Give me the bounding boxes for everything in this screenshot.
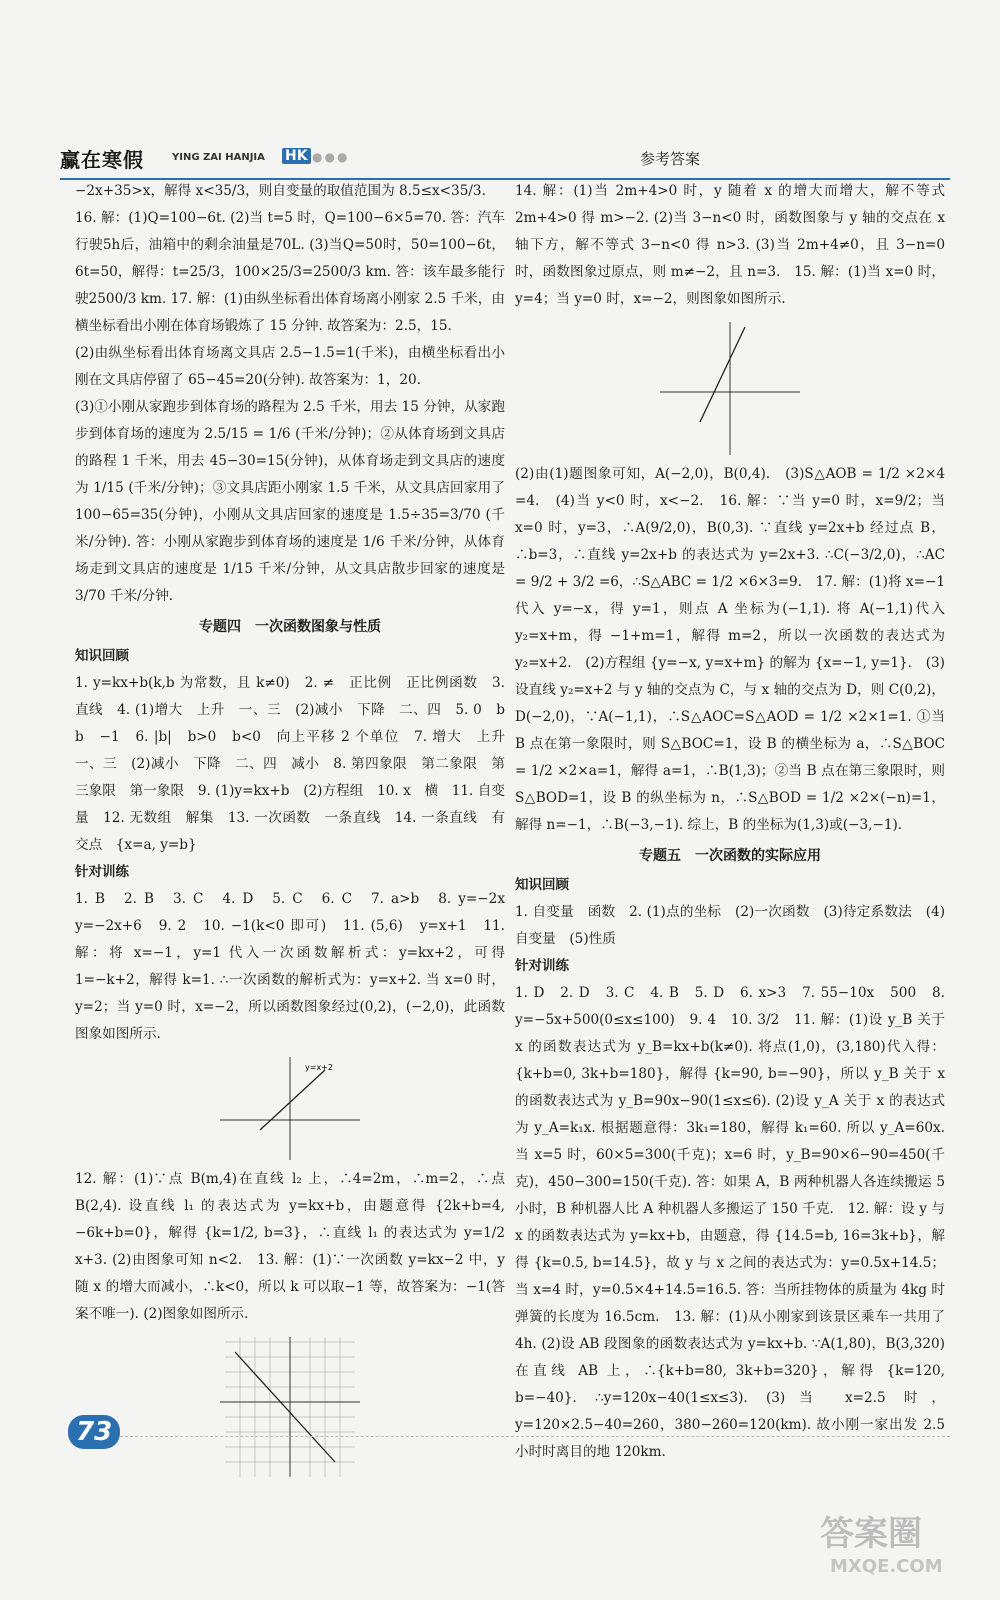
graph-line-AB — [655, 317, 805, 457]
paragraph: (3)①小刚从家跑步到体育场的路程为 2.5 千米，用去 15 分钟，从家跑步到体育场的速度为 2.5/15 = 1/6 (千米/分钟)；②从体育场到文具店的路程 1 千米，用去 45−30=15(分钟)，从体育场走到文具店的速度为 1/15 (千米/分钟)；③文具店距小刚家 1.5 千米，从文具店回家用了 100−65=35(分钟)，小刚从文具店回家的速度是 1.5÷35=3/70 (千米/分钟). 答：小刚从家跑步到体育场的速度是 1/6 千米/分钟，从体育场走到文具店的速度是 1/15 千米/分钟，从文具店散步回家的速度是 3/70 千米/分钟. — [75, 399, 505, 604]
section-title: 专题五 一次函数的实际应用 — [639, 848, 821, 864]
brand-hk-badge: HK — [282, 148, 311, 164]
paragraph: 1. y=kx+b(k,b 为常数，且 k≠0) 2. ≠ 正比例 正比例函数 3. 直线 4. (1)增大 上升 一、三 (2)减小 下降 二、四 5. 0 b b −1 6. |b| b>0 b<0 向上平移 2 个单位 7. 增大 上升 一、三 (2)减小 下降 二、四 减小 8. 第四象限 第二象限 第三象限 第一象限 9. (1)y=kx+b (2)方程组 10. x 横 11. 自变量 12. 无数组 解集 13. 一次函数 一条直线 14. 一条直线 有交点 {x=a, y=b} — [75, 675, 519, 853]
brand-pinyin: YING ZAI HANJIA — [172, 152, 265, 163]
header-title: 参考答案 — [640, 150, 701, 168]
graph-grid — [215, 1332, 365, 1482]
paragraph: (2)由纵坐标看出体育场离文具店 2.5−1.5=1(千米)，由横坐标看出小刚在文具店停留了 65−45=20(分钟). 故答案为：1，20. — [75, 345, 505, 388]
watermark-text: 答案圈 — [820, 1514, 922, 1554]
watermark-logo-icon — [810, 1500, 980, 1580]
dots-decoration: ●●● — [312, 150, 350, 164]
paragraph: 12. 解：(1)∵点 B(m,4)在直线 l₂ 上，∴4=2m，∴m=2，∴点 B(2,4). 设直线 l₁ 的表达式为 y=kx+b，由题意得 {2k+b=4, −6k+b=0}，解得 {k=1/2, b=3}，∴直线 l₁ 的表达式为 y=1/2 x+3. (2)由图象可知 n<2. 13. 解：(1)∵一次函数 y=kx−2 中，y 随 x 的增大而减小，∴k<0，所以 k 可以取−1 等，故答案为：−1(答案不唯一). (2)图象如图所示. — [75, 1171, 505, 1322]
paragraph: 16. 解：(1)Q=100−6t. (2)当 t=5 时，Q=100−6×5=70. 答：汽车行驶5h后，油箱中的剩余油量是70L. (3)当Q=50时，50=100−6t，6t=50，解得：t=25/3，100×25/3=2500/3 km. 答：该车最多能行驶2500/3 km. 17. 解：(1)由纵坐标看出体育场离小刚家 2.5 千米，由横坐标看出小刚在体育场锻炼了 15 分钟. 故答案为：2.5，15. — [75, 210, 505, 334]
page-number: 73 — [68, 1415, 120, 1449]
paragraph: 1. D 2. D 3. C 4. B 5. D 6. x>3 7. 55−10x 500 8. y=−5x+500(0≤x≤100) 9. 4 10. 3/2 11. 解：(1)设 y_B 关于 x 的函数表达式为 y_B=kx+b(k≠0). 将点(1,0)，(3,180)代入得：{k+b=0, 3k+b=180}，解得 {k=90, b=−90}，所以 y_B 关于 x 的函数表达式为 y_B=90x−90(1≤x≤6). (2)设 y_A 关于 x 的表达式为 y_A=k₁x. 根据题意得：3k₁=180，解得 k₁=60. 所以 y_A=60x. 当 x=5 时，60×5=300(千克)；x=6 时，y_B=90×6−90=450(千克)，450−300=150(千克). 答：如果 A，B 两种机器人各连续搬运 5 小时，B 种机器人比 A 种机器人多搬运了 150 千克. 12. 解：设 y 与 x 的函数表达式为 y=kx+b，由题意，得 {14.5=b, 16=3k+b}，解得 {k=0.5, b=14.5}，故 y 与 x 之间的表达式为：y=0.5x+14.5；当 x=4 时，y=0.5×4+14.5=16.5. 答：当所挂物体的质量为 4kg 时弹簧的长度为 16.5cm. 13. 解：(1)从小刚家到该景区乘车一共用了 4h. (2)设 AB 段图象的函数表达式为 y=kx+b. ∵A(1,80)，B(3,320)在直线 AB 上，∴{k+b=80, 3k+b=320}，解得 {k=120, b=−40}. ∴y=120x−40(1≤x≤3). (3)当 x=2.5 时，y=120×2.5−40=260，380−260=120(km). 故小刚一家出发 2.5 小时时离目的地 120km. — [515, 985, 945, 1460]
footer-divider — [120, 1436, 950, 1437]
section-title: 专题四 一次函数图象与性质 — [199, 619, 381, 635]
paragraph: (2)由(1)题图象可知，A(−2,0)，B(0,4). (3)S△AOB = 1/2 ×2×4 =4. (4)当 y<0 时，x<−2. 16. 解：∵当 y=0 时，x=9/2；当 x=0 时，y=3，∴A(9/2,0)，B(0,3). ∵直线 y=2x+b 经过点 B，∴b=3，∴直线 y=2x+b 的表达式为 y=2x+3. ∴C(−3/2,0)，∴AC = 9/2 + 3/2 =6，∴S△ABC = 1/2 ×6×3=9. 17. 解：(1)将 x=−1 代入 y=−x，得 y=1，则点 A 坐标为(−1,1). 将 A(−1,1)代入 y₂=x+m，得 −1+m=1，解得 m=2，所以一次函数的表达式为 y₂=x+2. (2)方程组 {y=−x, y=x+m} 的解为 {x=−1, y=1}. (3)设直线 y₂=x+2 与 y 轴的交点为 C，与 x 轴的交点为 D，则 C(0,2)，D(−2,0)，∵A(−1,1)，∴S△AOC=S△AOD = 1/2 ×2×1=1. ①当 B 点在第一象限时，则 S△BOC=1，设 B 的横坐标为 a，∴S△BOC = 1/2 ×2×a=1，解得 a=1，∴B(1,3)；②当 B 点在第三象限时，则 S△BOD=1，设 B 的纵坐标为 n，∴S△BOD = 1/2 ×2×(−n)=1，解得 n=−1，∴B(−3,−1). 综上，B 的坐标为(1,3)或(−3,−1). — [515, 466, 945, 833]
subsection-heading: 知识回顾 — [515, 877, 569, 893]
paragraph: −2x+35>x，解得 x<35/3，则自变量的取值范围为 8.5≤x<35/3. — [75, 183, 486, 199]
watermark-url: MXQE.COM — [830, 1556, 943, 1577]
subsection-heading: 针对训练 — [75, 864, 129, 880]
page-header — [60, 140, 950, 180]
subsection-heading: 知识回顾 — [75, 648, 129, 664]
paragraph: 14. 解：(1)当 2m+4>0 时，y 随着 x 的增大而增大，解不等式 2m+4>0 得 m>−2. (2)当 3−n<0 时，函数图象与 y 轴的交点在 x 轴下方，解不等式 3−n<0 得 n>3. (3)当 2m+4≠0，且 3−n=0 时，函数图象过原点，则 m≠−2，且 n=3. 15. 解：(1)当 x=0 时，y=4；当 y=0 时，x=−2，则图象如图所示. — [515, 183, 945, 307]
paragraph: 1. B 2. B 3. C 4. D 5. C 6. C 7. a>b 8. y=−2x y=−2x+6 9. 2 10. −1(k<0 即可) 11. (5,6) y=x+1 11. 解：将 x=−1，y=1 代入一次函数解析式：y=kx+2，可得 1=−k+2，解得 k=1. ∴一次函数的解析式为：y=x+2. 当 x=0 时，y=2；当 y=0 时，x=−2，所以函数图象经过(0,2)，(−2,0)，此函数图象如图所示. — [75, 891, 519, 1042]
right-column — [515, 178, 945, 1466]
graph-line-label: y=x+2 — [305, 1063, 333, 1072]
paragraph: 1. 自变量 函数 2. (1)点的坐标 (2)一次函数 (3)待定系数法 (4)自变量 (5)性质 — [515, 904, 945, 947]
brand-title: 赢在寒假 — [60, 148, 144, 172]
left-column — [75, 178, 519, 1486]
graph-y-eq-x-plus-2 — [215, 1052, 365, 1162]
subsection-heading: 针对训练 — [515, 958, 569, 974]
